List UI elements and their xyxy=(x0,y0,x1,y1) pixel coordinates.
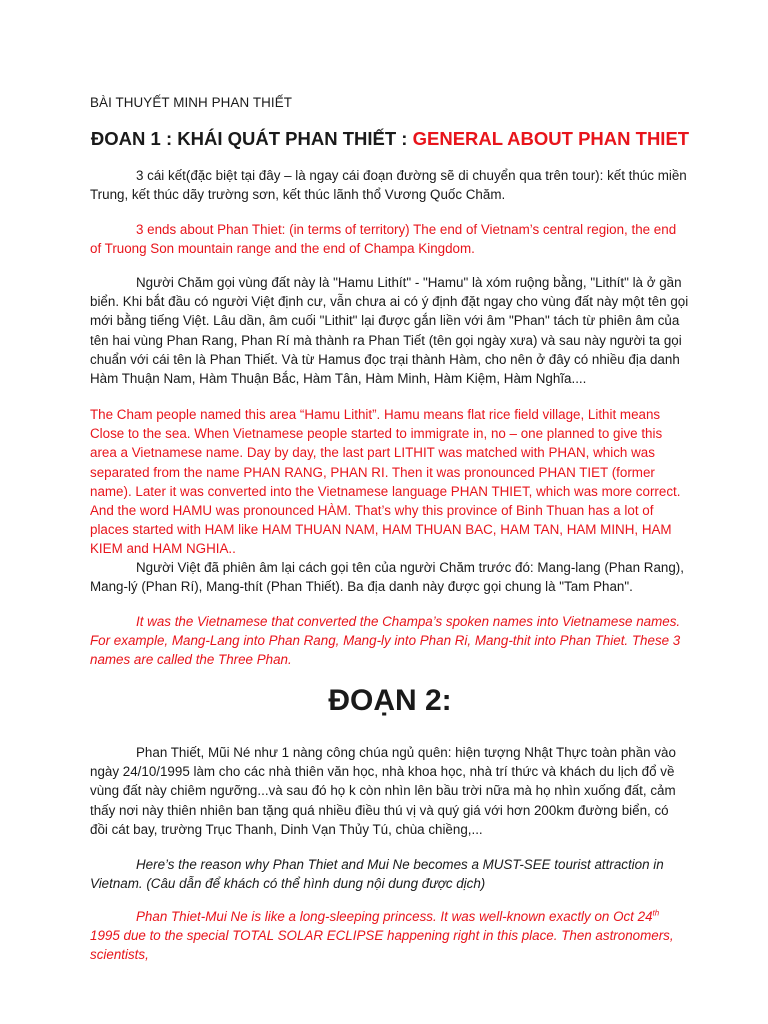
paragraph-3-vietnamese: Người Việt đã phiên âm lại cách gọi tên của người Chăm trước đó: Mang-lang (Phan Rang), Mang-lý (Phan Rí), Mang-thít (Phan Thiết). Ba địa danh này được gọi chung là "Tam Phan". xyxy=(90,560,684,595)
paragraph-2-english: The Cham people named this area “Hamu Lithit”. Hamu means flat rice field village, Lithit means Close to the sea. When Vietnamese people started to immigrate in, no – one planned to give this area a Vietnamese name. Day by day, the last part LITHIT was matched with PHAN, which was separated from the name PHAN RANG, PHAN RI. Then it was pronounced PHAN TIET (former name). Later it was converted into the Vietnamese language PHAN THIET, which was more correct. And the word HAMU was pronounced HÀM. That’s why this province of Binh Thuan has a lot of places started with HAM like HAM THUAN NAM, HAM THUAN BAC, HAM TAN, HAM MINH, HAM KIEM and HAM NGHIA.. xyxy=(90,407,681,557)
paragraph-5-english xyxy=(90,907,690,965)
paragraph-1-vietnamese: 3 cái kết(đặc biệt tại đây – là ngay cái đoạn đường sẽ di chuyển qua trên tour): kết thúc miền Trung, kết thúc dãy trường sơn, kết thúc lãnh thổ Vương Quốc Chăm. xyxy=(90,168,687,203)
paragraph-4-english-note: Here’s the reason why Phan Thiet and Mui Ne becomes a MUST-SEE tourist attraction in Vietnam. (Câu dẫn để khách có thể hình dung nội dung được dịch) xyxy=(90,857,664,892)
section-1-heading xyxy=(90,127,690,151)
ordinal-superscript: th xyxy=(652,908,660,918)
section-2-heading: ĐOẠN 2: xyxy=(328,684,452,717)
section-1-heading-vi: ĐOAN 1 : KHÁI QUÁT PHAN THIẾT : xyxy=(90,128,413,149)
paragraph-3-english: It was the Vietnamese that converted the Champa’s spoken names into Vietnamese names. For example, Mang-Lang into Phan Rang, Mang-ly into Phan Ri, Mang-thit into Phan Thiet. These 3 names are called the Three Phan. xyxy=(90,614,681,668)
paragraph-5-part-a: Phan Thiet-Mui Ne is like a long-sleeping princess. It was well-known exactly on Oct 24 xyxy=(136,909,653,924)
paragraph-1-english: 3 ends about Phan Thiet: (in terms of territory) The end of Vietnam’s central region, the end of Truong Son mountain range and the end of Champa Kingdom. xyxy=(90,222,677,257)
paragraph-2-vietnamese: Người Chăm gọi vùng đất này là "Hamu Lithít" - "Hamu" là xóm ruộng bằng, "Lithít" là ở gần biển. Khi bắt đầu có người Việt định cư, vẫn chưa ai có ý định đặt ngay cho vùng đất này một tên gọi mới bằng tiếng Việt. Lâu dần, âm cuối "Lithit" lại được gắn liền với âm "Phan" tách từ phiên âm của tên hai vùng Phan Rang, Phan Rí mà thành ra Phan Tiết (tên gọi ngày xưa) và sau này người ta gọi chuẩn với cái tên là Phan Thiết. Và từ Hamus đọc trại thành Hàm, cho nên ở đây có nhiều địa danh Hàm Thuận Nam, Hàm Thuận Bắc, Hàm Tân, Hàm Minh, Hàm Kiệm, Hàm Nghĩa.... xyxy=(90,275,689,387)
paragraph-5-part-b: 1995 due to the special TOTAL SOLAR ECLIPSE happening right in this place. Then astronomers, scientists, xyxy=(90,928,674,963)
document-title: BÀI THUYẾT MINH PHAN THIẾT xyxy=(90,95,293,110)
paragraph-4-vietnamese: Phan Thiết, Mũi Né như 1 nàng công chúa ngủ quên: hiện tượng Nhật Thực toàn phần vào ngày 24/10/1995 làm cho các nhà thiên văn học, nhà khoa học, nhà trí thức và khách du lịch đổ về vùng đất này chiêm ngưỡng...và sau đó họ k còn nhìn lên bầu trời nữa mà họ nhìn xuống đất, cảm thấy nơi này thiên nhiên ban tặng quá nhiều điều thú vị và quý giá với hơn 200km đường biển, có đồi cát bay, trường Trục Thanh, Dinh Vạn Thủy Tú, chùa chiềng,... xyxy=(90,745,676,837)
section-1-heading-en: GENERAL ABOUT PHAN THIET xyxy=(412,128,690,149)
